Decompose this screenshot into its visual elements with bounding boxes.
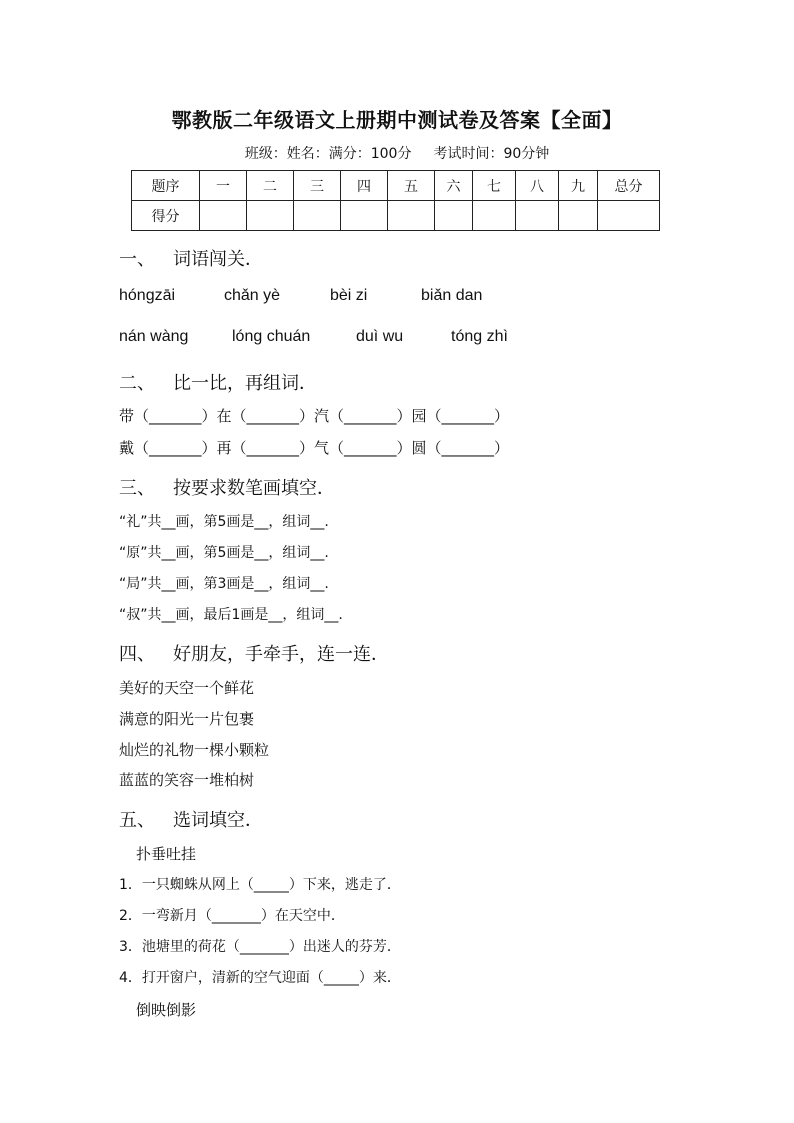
fill-question: 1．一只蜘蛛从网上（_____）下来，逃走了． (119, 877, 401, 893)
section-number: 一、 (119, 249, 155, 270)
section-title: 选词填空． (173, 810, 263, 831)
score-cell[interactable] (598, 201, 660, 231)
section-5-heading (119, 806, 263, 832)
score-cell[interactable] (200, 201, 247, 231)
section-1-heading (119, 245, 263, 271)
score-table-score-row (132, 201, 660, 231)
compare-line-1: 带（_______）在（_______）汽（_______）园（_______） (119, 407, 510, 425)
pinyin-item: chǎn yè (224, 287, 281, 304)
score-header-cell: 七 (473, 171, 516, 201)
score-header-cell: 一 (200, 171, 247, 201)
score-cell[interactable] (473, 201, 516, 231)
score-header-cell: 三 (294, 171, 341, 201)
fill-question: 4．打开窗户，清新的空气迎面（_____）来． (119, 970, 401, 986)
score-cell[interactable] (435, 201, 473, 231)
exam-info (0, 143, 794, 163)
section-number: 五、 (119, 810, 155, 831)
score-header-cell: 五 (388, 171, 435, 201)
score-header-cell: 八 (516, 171, 559, 201)
fill-question: 3．池塘里的荷花（_______）出迷人的芬芳． (119, 939, 401, 955)
match-line: 满意的阳光一片包裹 (119, 710, 255, 728)
fill-question: 2．一弯新月（_______）在天空中． (119, 908, 345, 924)
pinyin-item: bèi zi (330, 287, 368, 304)
score-cell[interactable] (341, 201, 388, 231)
section-4-heading (119, 640, 389, 666)
compare-line-2: 戴（_______）再（_______）气（_______）圆（_______） (119, 439, 510, 457)
pinyin-item: hóngzāi (119, 287, 176, 304)
section-title: 词语闯关． (173, 249, 263, 270)
class-name-score-info: 班级：姓名：满分：100分 (244, 146, 412, 162)
pinyin-item: lóng chuán (232, 328, 311, 345)
score-header-cell: 九 (559, 171, 598, 201)
match-line: 灿烂的礼物一棵小颗粒 (119, 741, 270, 759)
page-title: 鄂教版二年级语文上册期中测试卷及答案【全面】 (171, 108, 623, 132)
score-cell[interactable] (559, 201, 598, 231)
section-title: 好朋友，手牵手，连一连． (173, 644, 389, 665)
pinyin-item: duì wu (356, 328, 404, 345)
score-table (131, 170, 660, 231)
exam-time-info: 考试时间：90分钟 (433, 146, 550, 162)
score-header-cell: 题序 (132, 171, 200, 201)
score-table-header-row (132, 171, 660, 201)
section-number: 三、 (119, 478, 155, 499)
section-3-heading (119, 474, 335, 500)
word-choices-2: 倒映倒影 (136, 1001, 197, 1019)
stroke-question: “礼”共__画，第5画是__，组词__. (119, 514, 329, 530)
pinyin-item: biǎn dan (421, 287, 483, 304)
score-header-cell: 总分 (598, 171, 660, 201)
word-choices-1: 扑垂吐挂 (136, 845, 197, 863)
pinyin-item: nán wàng (119, 328, 189, 345)
score-row-label: 得分 (132, 201, 200, 231)
score-cell[interactable] (294, 201, 341, 231)
section-title: 按要求数笔画填空． (173, 478, 335, 499)
match-line: 美好的天空一个鲜花 (119, 679, 255, 697)
score-header-cell: 二 (247, 171, 294, 201)
section-2-heading (119, 369, 317, 395)
match-line: 蓝蓝的笑容一堆柏树 (119, 771, 255, 789)
stroke-question: “局”共__画，第3画是__，组词__. (119, 576, 329, 592)
score-header-cell: 六 (435, 171, 473, 201)
stroke-question: “原”共__画，第5画是__，组词__. (119, 545, 329, 561)
score-cell[interactable] (516, 201, 559, 231)
pinyin-item: tóng zhì (451, 328, 508, 345)
section-number: 四、 (119, 644, 155, 665)
section-title: 比一比，再组词． (173, 373, 317, 394)
score-header-cell: 四 (341, 171, 388, 201)
score-cell[interactable] (388, 201, 435, 231)
score-cell[interactable] (247, 201, 294, 231)
stroke-question: “叔”共__画，最后1画是__，组词__. (119, 607, 343, 623)
section-number: 二、 (119, 373, 155, 394)
